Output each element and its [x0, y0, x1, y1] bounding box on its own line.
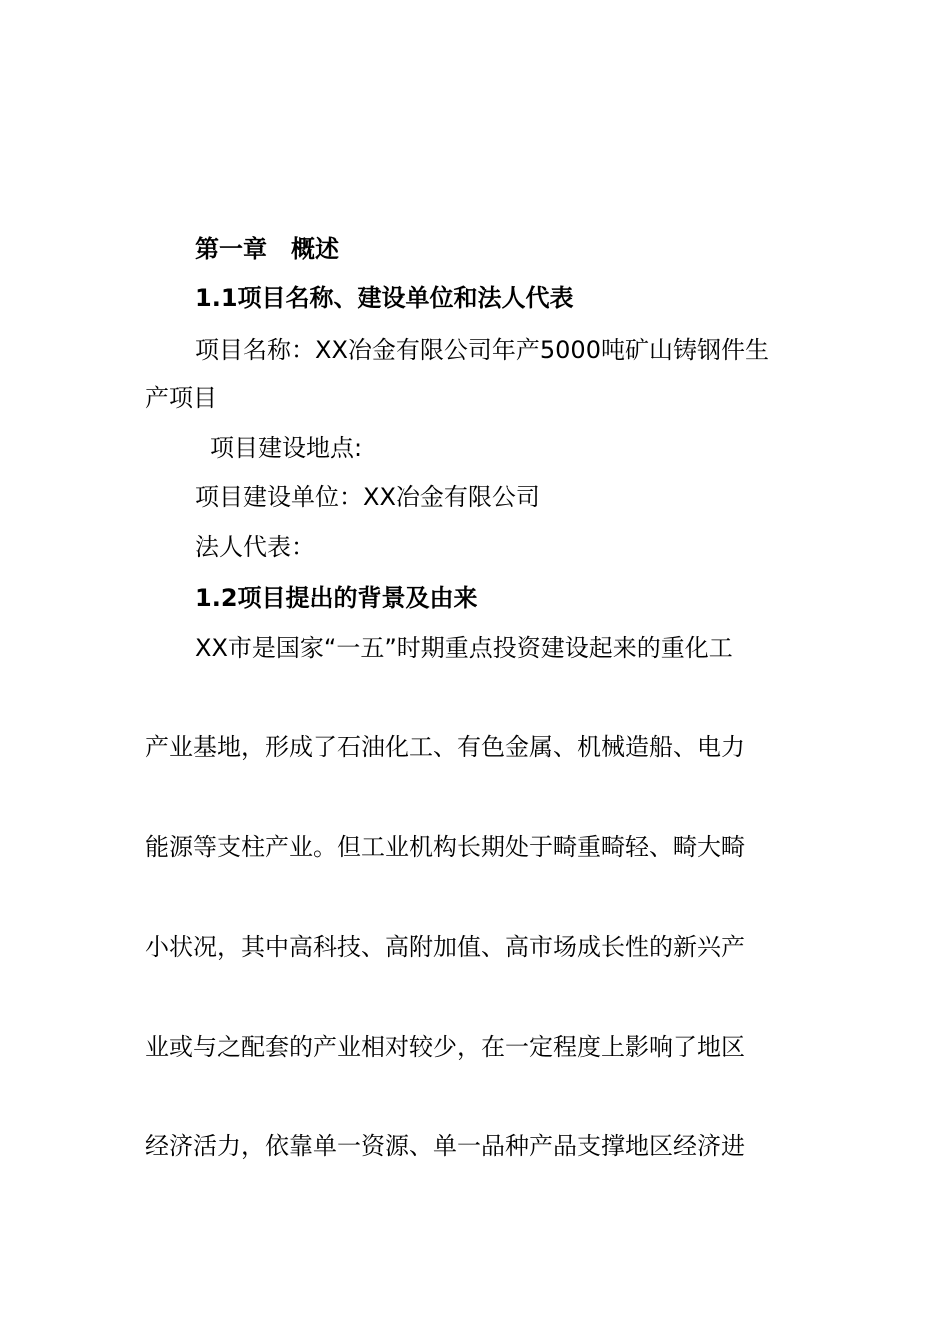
section-1-2-title: 1.2项目提出的背景及由来	[195, 584, 478, 612]
chapter-title: 第一章 概述	[195, 235, 339, 263]
section-1-1-title: 1.1项目名称、建设单位和法人代表	[195, 284, 574, 312]
legal-representative: 法人代表：	[195, 533, 315, 561]
paragraph-line: 小状况，其中高科技、高附加值、高市场成长性的新兴产	[145, 933, 745, 961]
paragraph-line: 能源等支柱产业。但工业机构长期处于畸重畸轻、畸大畸	[145, 833, 745, 861]
project-location: 项目建设地点:	[210, 434, 363, 462]
paragraph-line: 业或与之配套的产业相对较少，在一定程度上影响了地区	[145, 1033, 745, 1061]
project-name-line-1: 项目名称：XX冶金有限公司年产5000吨矿山铸钢件生	[195, 336, 769, 364]
paragraph-line: XX市是国家“一五”时期重点投资建设起来的重化工	[195, 634, 733, 662]
paragraph-line: 产业基地，形成了石油化工、有色金属、机械造船、电力	[145, 733, 745, 761]
project-name-line-2: 产项目	[145, 384, 217, 412]
project-unit: 项目建设单位：XX冶金有限公司	[195, 483, 540, 511]
paragraph-line: 经济活力，依靠单一资源、单一品种产品支撑地区经济进	[145, 1132, 745, 1160]
